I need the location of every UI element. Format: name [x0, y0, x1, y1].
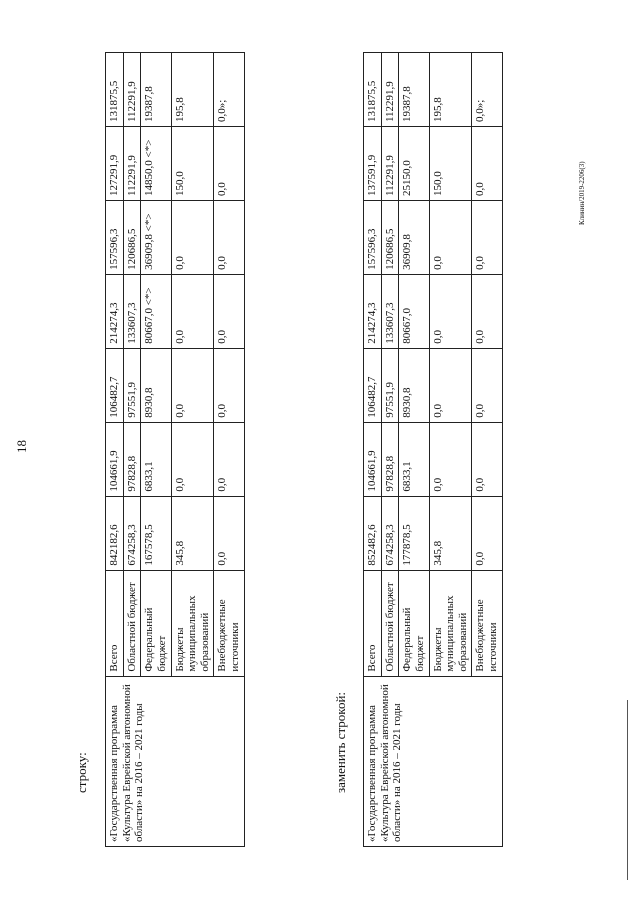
- amount-cell: 112291,9: [381, 127, 399, 201]
- amount-cell: 97828,8: [381, 422, 399, 496]
- label-after: заменить строкой:: [333, 691, 348, 793]
- amount-cell: 0,0: [429, 200, 472, 274]
- amount-cell: 0,0: [171, 200, 214, 274]
- page-number: 18: [14, 440, 29, 453]
- label-before: строку:: [74, 752, 89, 793]
- table-new: [363, 52, 503, 847]
- amount-cell: 0,0: [171, 348, 214, 422]
- amount-cell: 0,0»;: [214, 53, 244, 127]
- amount-cell: 214274,3: [106, 274, 124, 348]
- amount-cell: 0,0: [214, 422, 244, 496]
- amount-cell: 106482,7: [106, 348, 124, 422]
- amount-cell: 214274,3: [364, 274, 382, 348]
- amount-cell: 0,0: [214, 200, 244, 274]
- amount-cell: 80667,0 <*>: [141, 274, 171, 348]
- amount-cell: 150,0: [171, 127, 214, 201]
- amount-cell: 842182,6: [106, 496, 124, 570]
- amount-cell: 0,0: [429, 274, 472, 348]
- amount-cell: 0,0: [472, 422, 502, 496]
- funding-source-cell: Всего: [364, 570, 382, 676]
- program-name-cell: «Государственная программа «Культура Еврейской автономной области» на 2016 – 2021 годы: [106, 676, 245, 846]
- amount-cell: 80667,0: [399, 274, 429, 348]
- amount-cell: 6833,1: [399, 422, 429, 496]
- funding-source-cell: Областной бюджет: [123, 570, 141, 676]
- amount-cell: 112291,9: [381, 53, 399, 127]
- amount-cell: 195,8: [429, 53, 472, 127]
- amount-cell: 104661,9: [364, 422, 382, 496]
- amount-cell: 6833,1: [141, 422, 171, 496]
- amount-cell: 0,0: [429, 422, 472, 496]
- amount-cell: 112291,9: [123, 127, 141, 201]
- amount-cell: 97828,8: [123, 422, 141, 496]
- program-name-cell: «Государственная программа «Культура Еврейской автономной области» на 2016 – 2021 годы: [364, 676, 503, 846]
- amount-cell: 0,0»;: [472, 53, 502, 127]
- amount-cell: 8930,8: [141, 348, 171, 422]
- amount-cell: 36909,8 <*>: [141, 200, 171, 274]
- amount-cell: 157596,3: [364, 200, 382, 274]
- amount-cell: 104661,9: [106, 422, 124, 496]
- amount-cell: 19387,8: [399, 53, 429, 127]
- scan-margin-line: [627, 700, 628, 880]
- amount-cell: 345,8: [171, 496, 214, 570]
- amount-cell: 674258,3: [381, 496, 399, 570]
- amount-cell: 133607,3: [381, 274, 399, 348]
- amount-cell: 127291,9: [106, 127, 124, 201]
- amount-cell: 674258,3: [123, 496, 141, 570]
- amount-cell: 0,0: [214, 127, 244, 201]
- amount-cell: 150,0: [429, 127, 472, 201]
- footer-note: Клинин/2019-2206(3): [578, 161, 586, 225]
- amount-cell: 0,0: [429, 348, 472, 422]
- amount-cell: 97551,9: [381, 348, 399, 422]
- amount-cell: 0,0: [214, 274, 244, 348]
- amount-cell: 177878,5: [399, 496, 429, 570]
- new-row: [364, 53, 382, 847]
- amount-cell: 120686,5: [381, 200, 399, 274]
- amount-cell: 0,0: [472, 274, 502, 348]
- funding-source-cell: Бюджеты муниципальных образований: [171, 570, 214, 676]
- amount-cell: 14850,0 <*>: [141, 127, 171, 201]
- amount-cell: 120686,5: [123, 200, 141, 274]
- amount-cell: 0,0: [171, 422, 214, 496]
- amount-cell: 0,0: [472, 127, 502, 201]
- amount-cell: 0,0: [214, 348, 244, 422]
- funding-source-cell: Федеральный бюджет: [399, 570, 429, 676]
- amount-cell: 133607,3: [123, 274, 141, 348]
- funding-source-cell: Федеральный бюджет: [141, 570, 171, 676]
- amount-cell: 167578,5: [141, 496, 171, 570]
- amount-cell: 25150,0: [399, 127, 429, 201]
- amount-cell: 8930,8: [399, 348, 429, 422]
- funding-source-cell: Внебюджетные источники: [214, 570, 244, 676]
- funding-source-cell: Всего: [106, 570, 124, 676]
- amount-cell: 106482,7: [364, 348, 382, 422]
- amount-cell: 0,0: [472, 348, 502, 422]
- amount-cell: 0,0: [472, 496, 502, 570]
- amount-cell: 19387,8: [141, 53, 171, 127]
- amount-cell: 157596,3: [106, 200, 124, 274]
- amount-cell: 36909,8: [399, 200, 429, 274]
- amount-cell: 195,8: [171, 53, 214, 127]
- amount-cell: 137591,9: [364, 127, 382, 201]
- amount-cell: 112291,9: [123, 53, 141, 127]
- amount-cell: 852482,6: [364, 496, 382, 570]
- funding-source-cell: Внебюджетные источники: [472, 570, 502, 676]
- amount-cell: 0,0: [214, 496, 244, 570]
- amount-cell: 0,0: [472, 200, 502, 274]
- amount-cell: 0,0: [171, 274, 214, 348]
- amount-cell: 131875,5: [106, 53, 124, 127]
- table-old: [105, 52, 245, 847]
- funding-source-cell: Бюджеты муниципальных образований: [429, 570, 472, 676]
- amount-cell: 97551,9: [123, 348, 141, 422]
- amount-cell: 131875,5: [364, 53, 382, 127]
- amount-cell: 345,8: [429, 496, 472, 570]
- old-row: [106, 53, 124, 847]
- funding-source-cell: Областной бюджет: [381, 570, 399, 676]
